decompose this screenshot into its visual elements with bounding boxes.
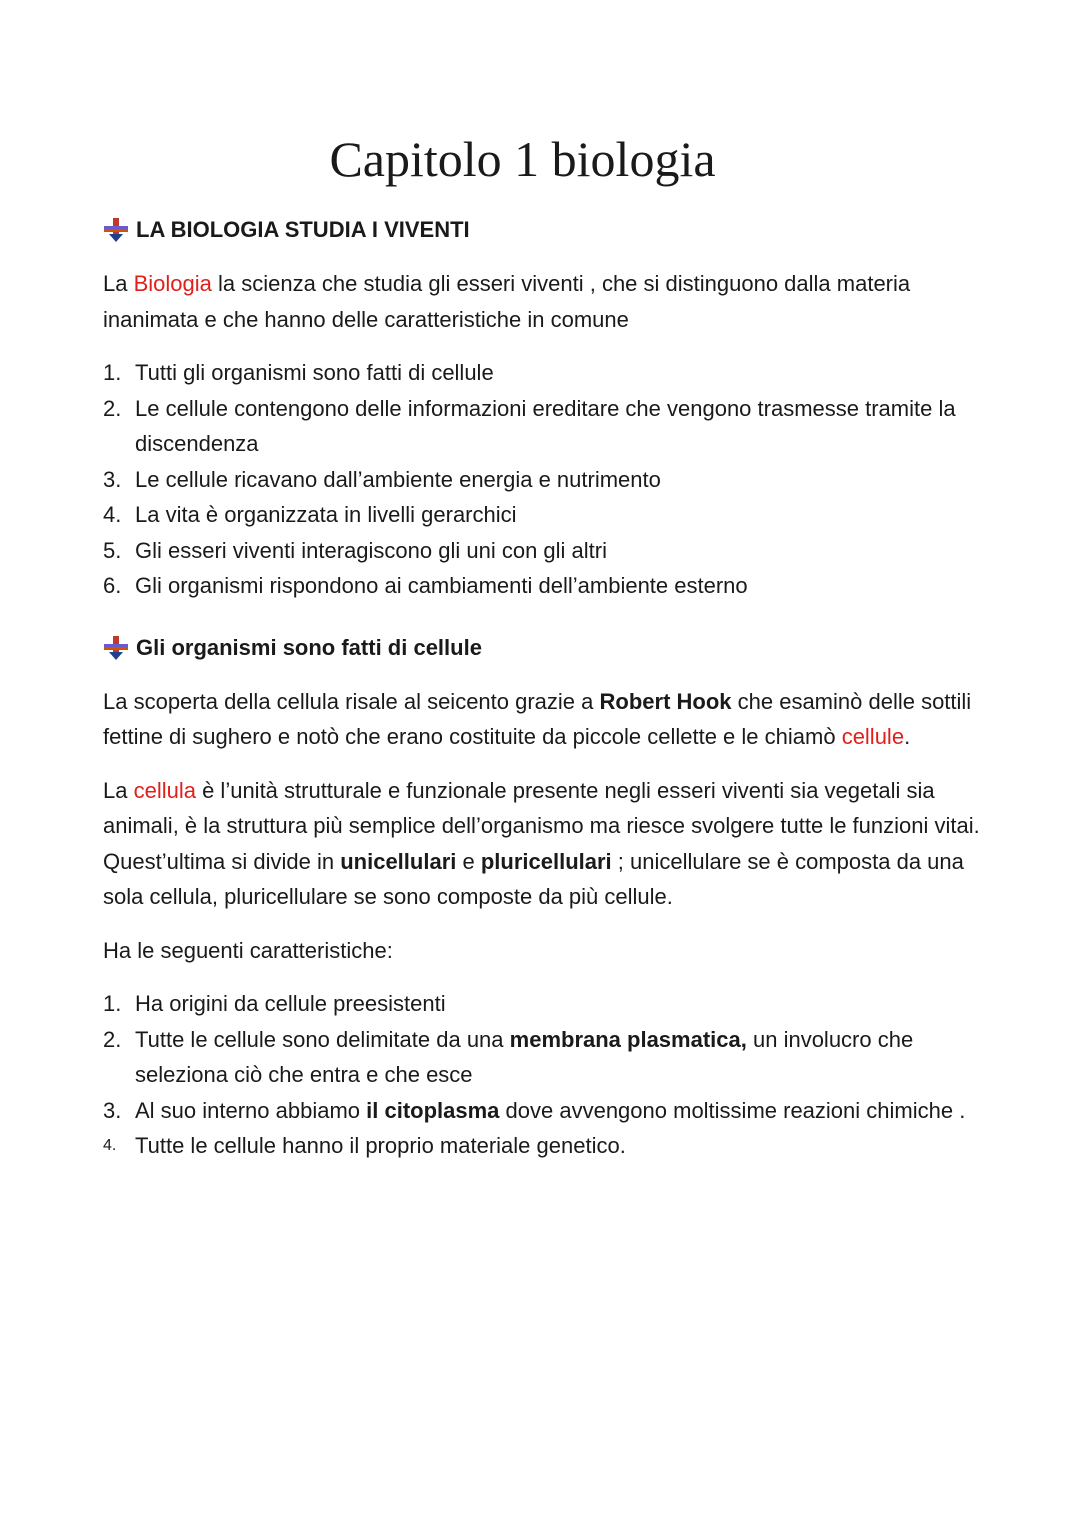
list-number: 1. [103, 360, 122, 385]
text-run: un involucro che seleziona ciò che entra e che esce [135, 1026, 914, 1087]
paragraph-cell-discovery [103, 684, 983, 755]
bold-term: membrana plasmatica, [509, 1026, 747, 1052]
list-item-text: Ha origini da cellule preesistenti [135, 991, 446, 1016]
list-item-text: Tutti gli organismi sono fatti di cellule [135, 360, 494, 385]
text-run: la scienza che studia gli esseri viventi , che si distinguono dalla materia inanimata e che hanno delle caratteristiche in comune [103, 271, 911, 332]
list-characteristics-viventi [103, 355, 983, 604]
highlight-term: Biologia [133, 271, 212, 296]
text-run: dove avvengono moltissime reazioni chimiche . [499, 1097, 966, 1123]
bold-term: unicellulari [340, 848, 457, 874]
list-item-text: Gli esseri viventi interagiscono gli uni con gli altri [135, 537, 607, 563]
text-run: La [103, 271, 134, 296]
text-run: e [456, 848, 481, 874]
list-item [103, 355, 983, 391]
text-run: La [103, 777, 134, 803]
list-number: 2. [103, 1026, 122, 1052]
paragraph-intro-list: Ha le seguenti caratteristiche: [103, 937, 393, 963]
highlight-term: cellula [133, 777, 196, 803]
text-run: Al suo interno abbiamo [135, 1097, 367, 1123]
list-number: 3. [103, 1097, 122, 1123]
list-item [103, 391, 983, 462]
list-number: 4. [103, 1137, 117, 1154]
list-item [103, 1128, 983, 1164]
list-item [103, 986, 983, 1022]
list-item [103, 462, 983, 498]
text-run: . [904, 724, 911, 749]
plus-arrow-bullet-icon [103, 217, 129, 243]
page-title: Capitolo 1 biologia [329, 131, 716, 187]
list-cell-characteristics [103, 986, 983, 1164]
section-heading-label: Gli organismi sono fatti di cellule [136, 634, 482, 660]
list-item [103, 1022, 983, 1093]
bold-term: Robert Hook [599, 688, 732, 714]
list-item [103, 568, 983, 604]
paragraph-biologia-definition [103, 266, 983, 337]
list-number: 6. [103, 573, 122, 598]
list-item-text: Tutte le cellule hanno il proprio materiale genetico. [135, 1133, 626, 1158]
list-number: 1. [103, 991, 122, 1016]
section-heading-label: LA BIOLOGIA STUDIA I VIVENTI [136, 217, 470, 243]
plus-arrow-bullet-icon [103, 635, 129, 661]
section-heading-cellule [103, 630, 983, 666]
list-item-text: La vita è organizzata in livelli gerarchici [135, 502, 517, 527]
list-item [103, 533, 983, 569]
list-item [103, 1093, 983, 1129]
text-run: è l’unità strutturale e funzionale presente negli esseri viventi sia vegetali sia animali, è la struttura più semplice dell’organismo ma riesce svolgere tutte le funzioni vitai. Quest’ultima si divide in [103, 777, 980, 874]
text-run: ; unicellulare se è composta da una sola cellula, pluricellulare se sono composte da più cellule. [103, 848, 964, 909]
document-body [103, 212, 983, 1190]
section-heading-biologia [103, 212, 983, 248]
list-number: 2. [103, 395, 122, 421]
list-number: 5. [103, 537, 122, 563]
list-item-text: Gli organismi rispondono ai cambiamenti dell’ambiente esterno [135, 573, 748, 598]
highlight-term: cellule [841, 724, 905, 749]
paragraph-cell-definition [103, 773, 983, 915]
list-number: 4. [103, 502, 122, 527]
bold-term: il citoplasma [366, 1097, 500, 1123]
text-run: Tutte le cellule sono delimitate da una [135, 1026, 510, 1052]
list-item-text: Le cellule contengono delle informazioni ereditare che vengono trasmesse tramite la discendenza [135, 395, 956, 456]
list-item-text: Le cellule ricavano dall’ambiente energia e nutrimento [135, 466, 661, 492]
text-run: La scoperta della cellula risale al seicento grazie a [103, 688, 600, 714]
bold-term: pluricellulari [480, 848, 612, 874]
list-number: 3. [103, 466, 122, 492]
text-run: che esaminò delle sottili fettine di sughero e notò che erano costituite da piccole cellette e le chiamò [103, 688, 972, 749]
list-item [103, 497, 983, 533]
